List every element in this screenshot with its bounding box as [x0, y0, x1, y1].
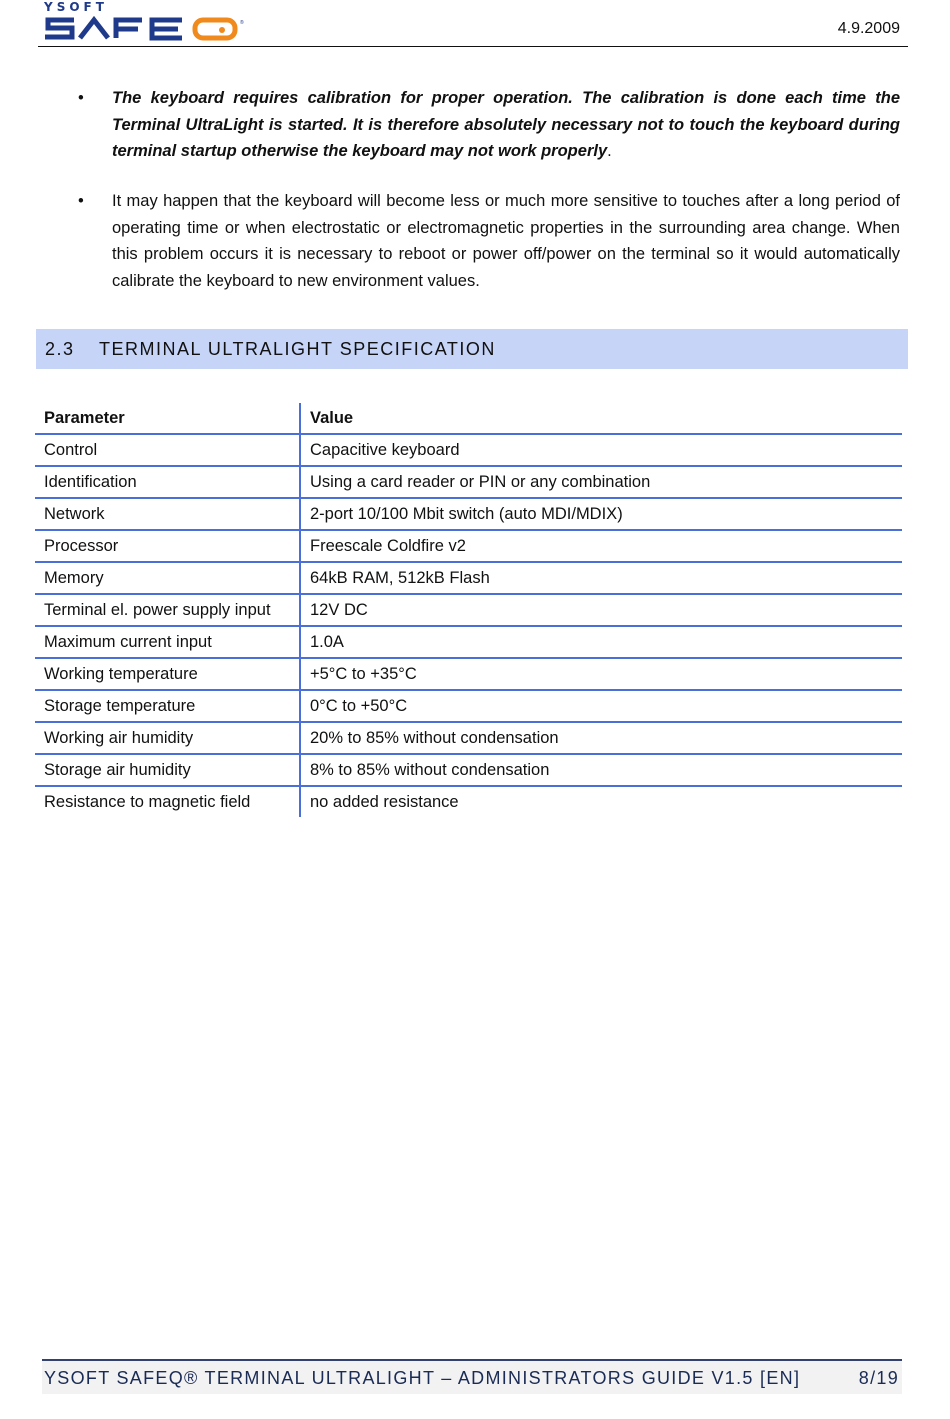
value-cell: Capacitive keyboard	[300, 434, 902, 466]
table-row	[35, 754, 902, 786]
section-number: 2.3	[45, 339, 75, 359]
ysoft-safeq-logo	[42, 0, 252, 44]
parameter-cell: Storage air humidity	[35, 754, 300, 786]
bullet-text: It may happen that the keyboard will become less or much more sensitive to touches after a long period of operating time or when electrostatic or electromagnetic properties in the surrounding area change. When this problem occurs it is necessary to reboot or power off/power on the terminal so it would automatically calibrate the keyboard to new environment values.	[112, 192, 900, 290]
bullet-item	[78, 188, 900, 294]
bullet-trail: .	[607, 142, 612, 160]
table-header-row	[35, 403, 902, 434]
table-row	[35, 722, 902, 754]
parameter-cell: Maximum current input	[35, 626, 300, 658]
value-cell: 64kB RAM, 512kB Flash	[300, 562, 902, 594]
parameter-cell: Storage temperature	[35, 690, 300, 722]
footer-title: YSOFT SAFEQ® TERMINAL ULTRALIGHT – ADMINISTRATORS GUIDE V1.5 [EN]	[44, 1368, 801, 1388]
bullet-text: The keyboard requires calibration for proper operation. The calibration is done each time the Terminal UltraLight is started. It is therefore absolutely necessary not to touch the keyboard during terminal startup otherwise the keyboard may not work properly	[112, 89, 900, 160]
bullet-icon: •	[78, 192, 84, 210]
parameter-cell: Memory	[35, 562, 300, 594]
section-title: TERMINAL ULTRALIGHT SPECIFICATION	[99, 339, 496, 359]
value-cell: +5°C to +35°C	[300, 658, 902, 690]
header-rule	[38, 46, 908, 47]
column-header: Parameter	[35, 403, 300, 434]
table-row	[35, 690, 902, 722]
svg-text:®: ®	[240, 20, 244, 26]
table-row	[35, 530, 902, 562]
bullet-item	[78, 85, 900, 165]
value-cell: 0°C to +50°C	[300, 690, 902, 722]
section-heading	[36, 329, 908, 369]
value-cell: 20% to 85% without condensation	[300, 722, 902, 754]
table-row	[35, 562, 902, 594]
value-cell: Using a card reader or PIN or any combination	[300, 466, 902, 498]
svg-text:YSOFT: YSOFT	[44, 0, 108, 14]
page-number: 8/19	[858, 1368, 899, 1388]
value-cell: 1.0A	[300, 626, 902, 658]
table-row	[35, 594, 902, 626]
parameter-cell: Working air humidity	[35, 722, 300, 754]
value-cell: 8% to 85% without condensation	[300, 754, 902, 786]
table-row	[35, 466, 902, 498]
parameter-cell: Working temperature	[35, 658, 300, 690]
value-cell: 12V DC	[300, 594, 902, 626]
parameter-cell: Identification	[35, 466, 300, 498]
value-cell: 2-port 10/100 Mbit switch (auto MDI/MDIX)	[300, 498, 902, 530]
bullet-icon: •	[78, 89, 84, 107]
header-date: 4.9.2009	[837, 20, 900, 37]
parameter-cell: Control	[35, 434, 300, 466]
table-row	[35, 434, 902, 466]
table-row	[35, 786, 902, 817]
value-cell: Freescale Coldfire v2	[300, 530, 902, 562]
page-footer	[42, 1359, 902, 1394]
table-row	[35, 658, 902, 690]
parameter-cell: Terminal el. power supply input	[35, 594, 300, 626]
column-header: Value	[300, 403, 902, 434]
parameter-cell: Processor	[35, 530, 300, 562]
parameter-cell: Resistance to magnetic field	[35, 786, 300, 817]
table-row	[35, 498, 902, 530]
spec-table	[35, 403, 902, 817]
value-cell: no added resistance	[310, 792, 459, 811]
table-row	[35, 626, 902, 658]
parameter-cell: Network	[35, 498, 300, 530]
